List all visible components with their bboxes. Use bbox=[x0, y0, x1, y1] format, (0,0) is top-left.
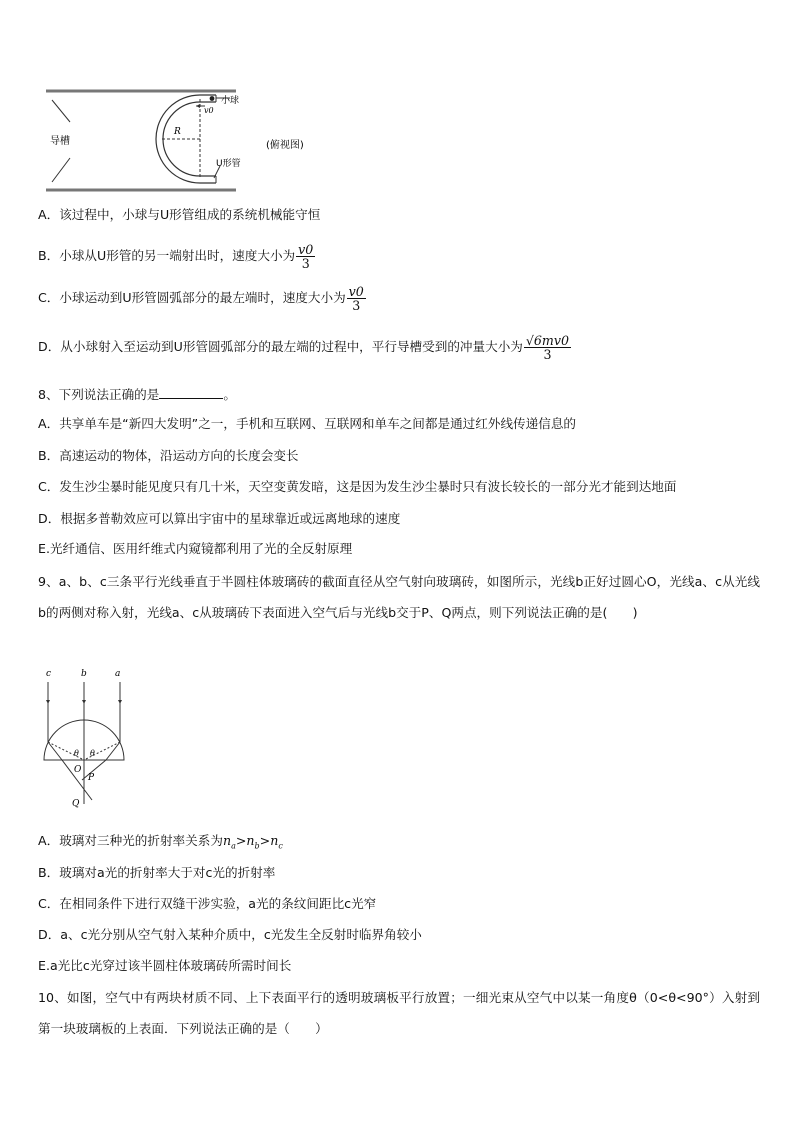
q7-option-b-fraction bbox=[296, 243, 315, 270]
q7-c-numerator: v0 bbox=[348, 284, 364, 299]
q9-option-b-text: B．玻璃对a光的折射率大于对c光的折射率 bbox=[38, 865, 276, 880]
view-label: (俯视图) bbox=[266, 140, 304, 151]
q7-option-b-text: B．小球从U形管的另一端射出时，速度大小为 bbox=[38, 248, 296, 264]
v0-label: v0 bbox=[204, 106, 214, 115]
q7-b-numerator: v0 bbox=[298, 242, 314, 257]
q7-d-numerator: √6mv0 bbox=[525, 333, 569, 348]
ball bbox=[210, 96, 215, 101]
q8-option-b-text: B．高速运动的物体，沿运动方向的长度会变长 bbox=[38, 448, 299, 463]
q7-option-c bbox=[38, 285, 367, 312]
q9-option-a: A．玻璃对三种光的折射率关系为$n_a>n_b>n_c$ bbox=[38, 833, 283, 851]
q8-option-e-text: E.光纤通信、医用纤维式内窥镜都利用了光的全反射原理 bbox=[38, 541, 353, 556]
u-tube-figure bbox=[40, 86, 330, 194]
theta-right-label: θ bbox=[90, 749, 95, 758]
point-o-label: O bbox=[74, 765, 82, 775]
q9-option-d-text: D．a、c光分别从空气射入某种介质中，c光发生全反射时临界角较小 bbox=[38, 927, 422, 942]
ray-c-label: c bbox=[46, 669, 52, 679]
q7-option-c-text: C．小球运动到U形管圆弧部分的最左端时，速度大小为 bbox=[38, 290, 346, 306]
theta-left-label: θ bbox=[74, 749, 79, 758]
q8-option-b bbox=[38, 447, 299, 465]
q7-option-d-text: D．从小球射入至运动到U形管圆弧部分的最左端的过程中，平行导槽受到的冲量大小为 bbox=[38, 339, 523, 355]
q10-stem bbox=[38, 982, 760, 1044]
q8-option-a bbox=[38, 415, 576, 433]
q7-option-d bbox=[38, 334, 572, 361]
point-p-label: P bbox=[88, 773, 95, 783]
q9-stem-text: 9、a、b、c三条平行光线垂直于半圆柱体玻璃砖的截面直径从空气射向玻璃砖，如图所示，光线b正好过圆心O，光线a、c从光线b的两侧对称入射，光线a、c从玻璃砖下表面进入空气后与光线b交于P、Q两点，则下列说法正确的是( ) bbox=[38, 574, 760, 620]
utube-label: U形管 bbox=[216, 159, 241, 169]
q9-option-b bbox=[38, 864, 275, 882]
q7-option-b bbox=[38, 243, 316, 270]
q7-c-denominator: 3 bbox=[352, 298, 361, 314]
q9-option-d bbox=[38, 926, 422, 944]
groove-label: 导槽 bbox=[50, 136, 70, 147]
q9-option-c-text: C．在相同条件下进行双缝干涉实验，a光的条纹间距比c光窄 bbox=[38, 896, 377, 911]
q8-stem-end: 。 bbox=[223, 387, 236, 402]
q7-option-c-fraction bbox=[347, 285, 366, 312]
q8-option-d bbox=[38, 510, 400, 528]
q9-option-e-text: E.a光比c光穿过该半圆柱体玻璃砖所需时间长 bbox=[38, 958, 292, 973]
q9-stem bbox=[38, 566, 760, 628]
ray-b-label: b bbox=[81, 669, 87, 679]
q7-b-denominator: 3 bbox=[301, 256, 310, 272]
semicircle-glass-figure bbox=[38, 664, 138, 812]
q8-stem-text: 8、下列说法正确的是 bbox=[38, 387, 160, 402]
q9-option-c bbox=[38, 895, 376, 913]
q7-option-a bbox=[38, 206, 320, 224]
q8-option-d-text: D．根据多普勒效应可以算出宇宙中的星球靠近或远离地球的速度 bbox=[38, 511, 401, 526]
q8-option-e bbox=[38, 540, 352, 558]
q8-option-c bbox=[38, 478, 676, 496]
q7-option-d-fraction bbox=[524, 334, 571, 361]
q8-option-a-text: A．共享单车是“新四大发明”之一，手机和互联网、互联网和单车之间都是通过红外线传递信息的 bbox=[38, 416, 577, 431]
q9-option-e bbox=[38, 957, 291, 975]
radius-label: R bbox=[174, 127, 181, 137]
q8-stem bbox=[38, 386, 236, 404]
point-q-label: Q bbox=[72, 799, 80, 809]
q7-d-denominator: 3 bbox=[543, 347, 552, 363]
answer-blank bbox=[159, 386, 223, 399]
ball-label: 小球 bbox=[221, 96, 240, 106]
ray-a-label: a bbox=[115, 669, 121, 679]
q10-stem-text: 10、如图，空气中有两块材质不同、上下表面平行的透明玻璃板平行放置；一细光束从空气中以某一角度θ（0<θ<90°）入射到第一块玻璃板的上表面．下列说法正确的是（ ） bbox=[38, 990, 760, 1036]
q7-option-a-text: A．该过程中，小球与U形管组成的系统机械能守恒 bbox=[38, 207, 321, 222]
q8-option-c-text: C．发生沙尘暴时能见度只有几十米，天空变黄发暗，这是因为发生沙尘暴时只有波长较长的一部分光才能到达地面 bbox=[38, 479, 677, 494]
